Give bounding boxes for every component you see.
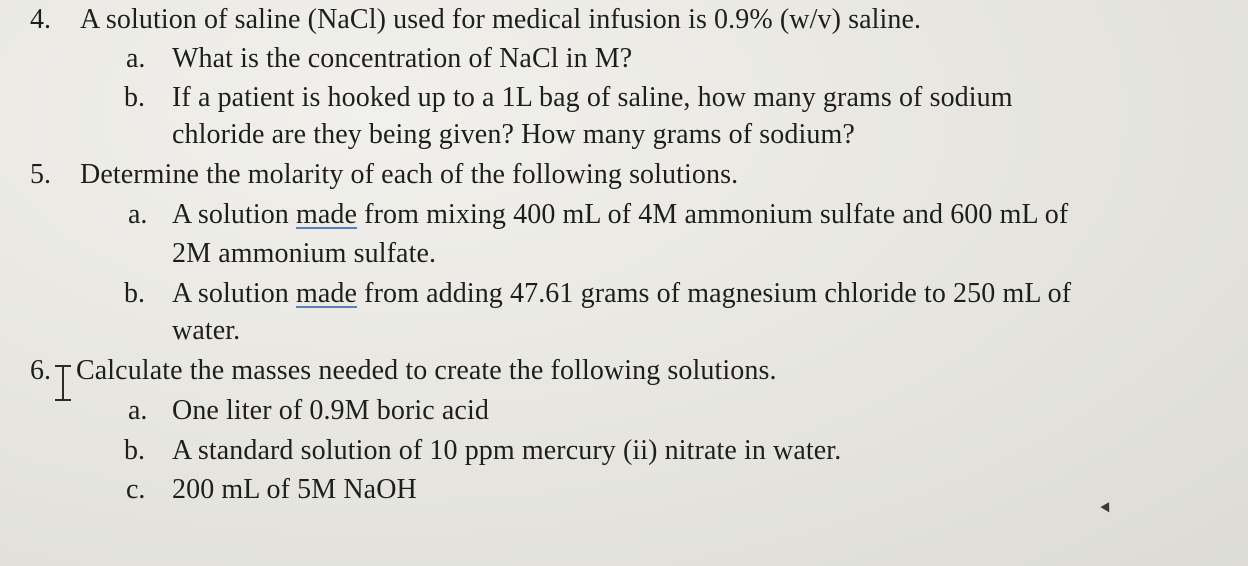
question-5a-pre: A solution [172,199,297,230]
question-4-number: 4. [30,4,51,35]
question-4b-line-2: chloride are they being given? How many grams of sodium? [172,119,855,150]
question-6c-text: 200 mL of 5M NaOH [172,474,417,505]
question-5b-label: b. [124,278,145,309]
question-5b-pre: A solution [172,278,297,309]
question-6a-text: One liter of 0.9M boric acid [172,395,489,426]
question-6c-label: c. [126,474,146,505]
question-5a-underlined-word: made [296,199,358,230]
question-4a-text: What is the concentration of NaCl in M? [172,43,633,74]
question-6-number: 6. [30,355,51,386]
question-4b-label: b. [124,82,145,113]
paper-mark [1100,502,1113,515]
question-4a-label: a. [126,43,146,74]
question-5b-line-2: water. [172,315,241,346]
question-4b-line-1: If a patient is hooked up to a 1L bag of saline, how many grams of sodium [172,82,1013,113]
question-6-text: Calculate the masses needed to create the following solutions. [76,355,777,386]
question-5a-line-1 [172,197,1068,233]
question-5a-label: a. [128,199,148,230]
question-5a-post: from mixing 400 mL of 4M ammonium sulfate and 600 mL of [357,199,1069,230]
question-5b-post: from adding 47.61 grams of magnesium chloride to 250 mL of [357,278,1072,309]
question-5-number: 5. [30,159,51,190]
question-4-text: A solution of saline (NaCl) used for medical infusion is 0.9% (w/v) saline. [80,4,922,35]
question-5a-line-2: 2M ammonium sulfate. [172,238,437,269]
question-5b-underlined-word: made [296,278,358,309]
question-5b-line-1 [172,276,1071,312]
question-6b-text: A standard solution of 10 ppm mercury (ii) nitrate in water. [172,435,842,466]
question-5-text: Determine the molarity of each of the following solutions. [80,159,739,190]
text-cursor-icon [52,362,74,404]
question-6a-label: a. [128,395,148,426]
question-6b-label: b. [124,435,145,466]
